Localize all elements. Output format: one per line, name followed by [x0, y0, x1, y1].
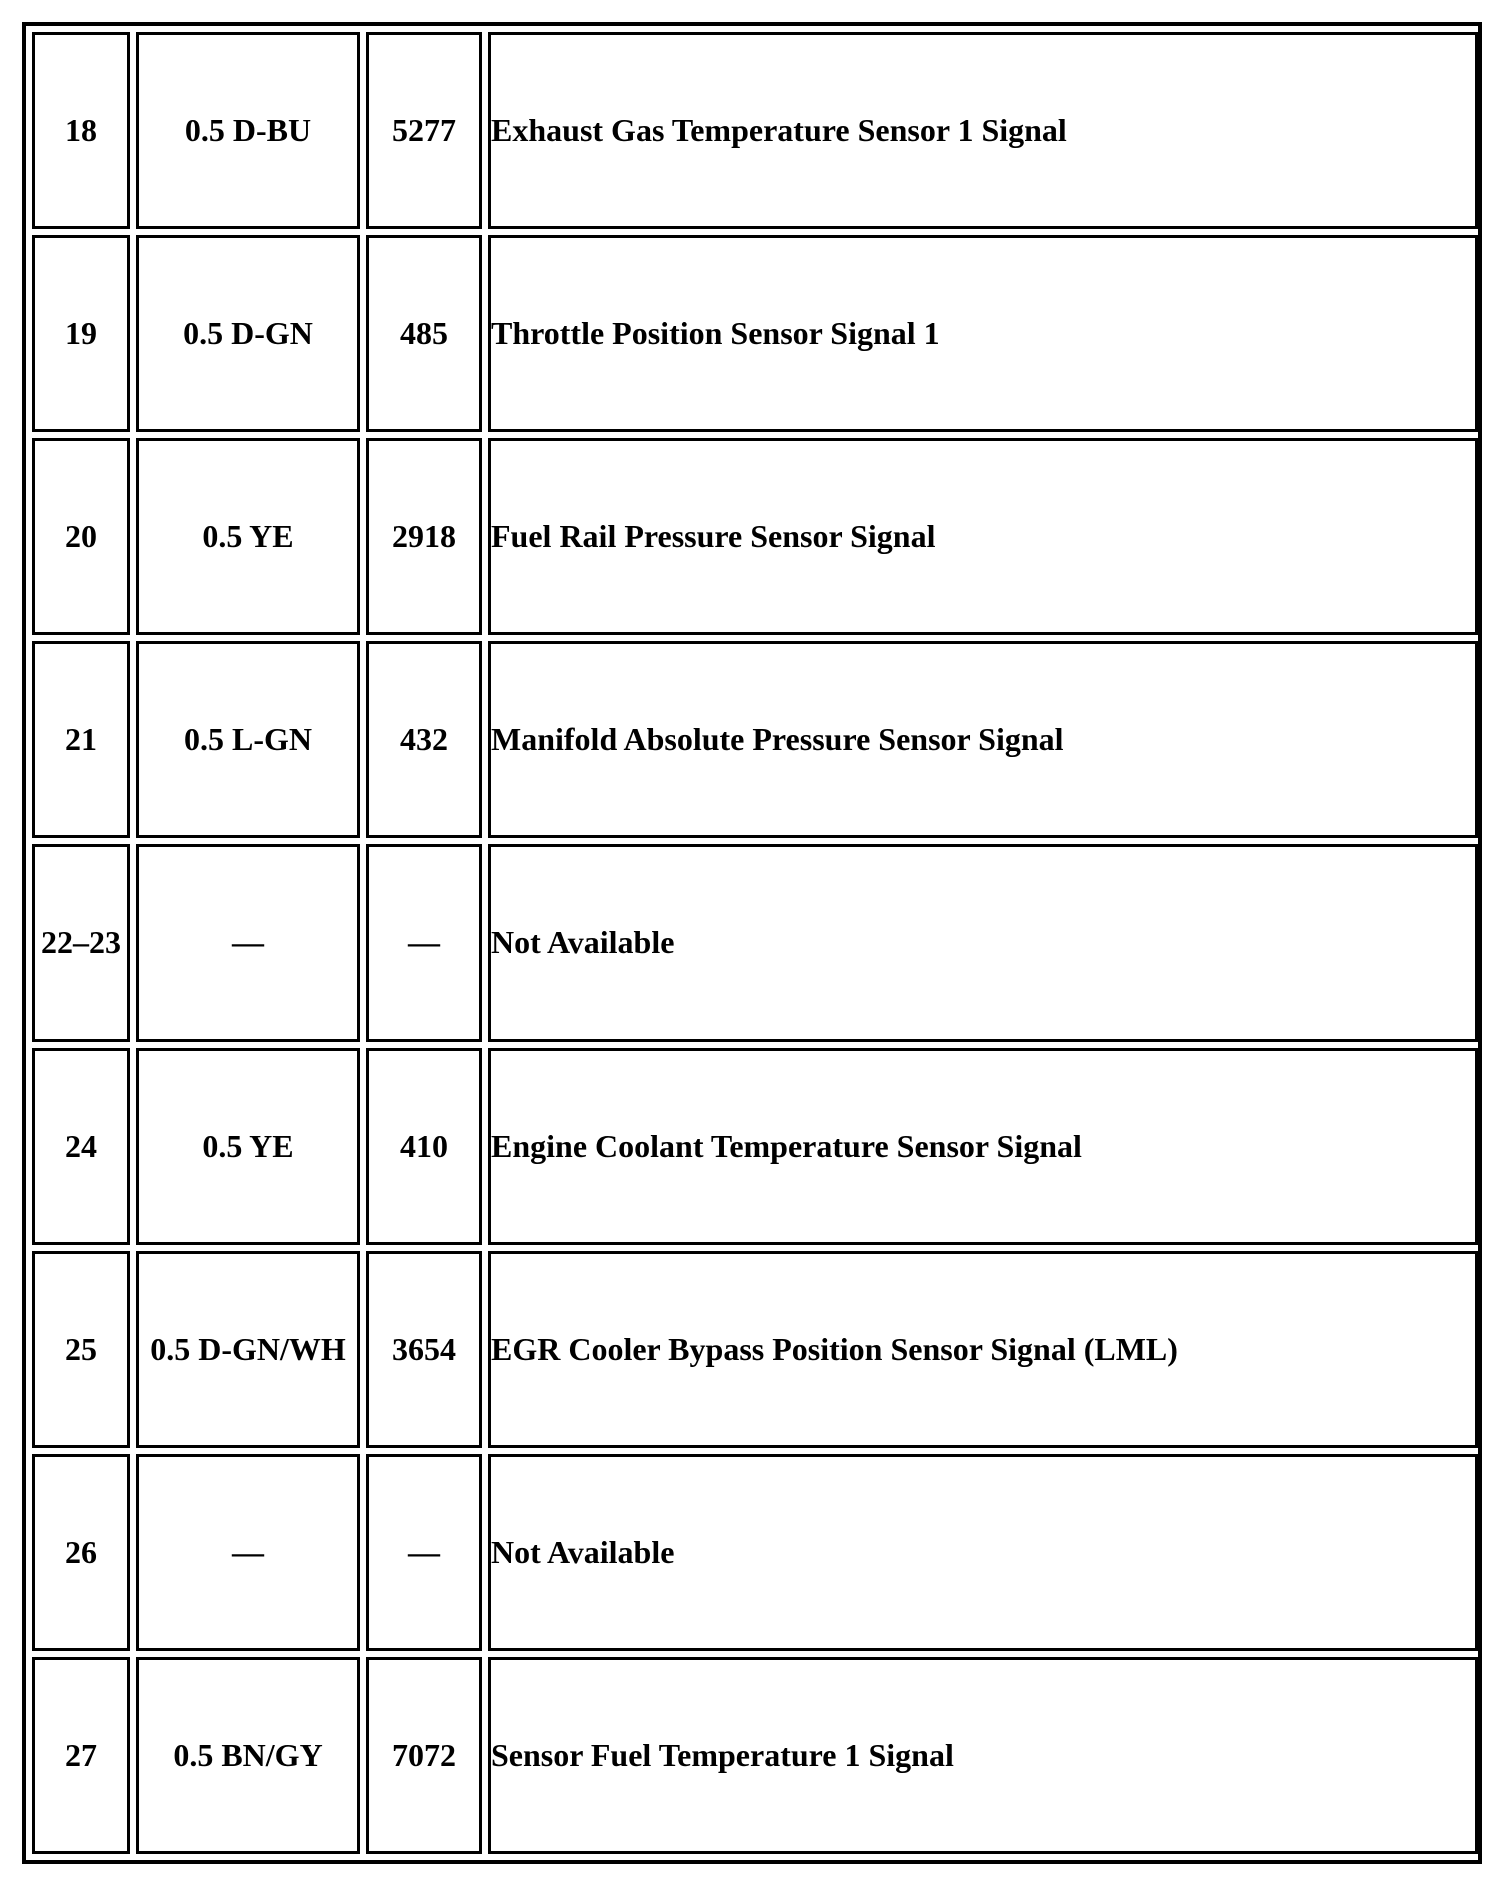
function-cell: Not Available [488, 1454, 1478, 1651]
wire-size-color-cell: 0.5 D-GN [136, 235, 360, 432]
function-cell: Sensor Fuel Temperature 1 Signal [488, 1657, 1478, 1854]
wire-size-color-cell: 0.5 D-GN/WH [136, 1251, 360, 1448]
circuit-number-cell: 432 [366, 641, 482, 838]
wire-size-color-cell: 0.5 L-GN [136, 641, 360, 838]
wire-size-color-cell: 0.5 D-BU [136, 32, 360, 229]
table-row [32, 235, 1478, 432]
function-cell: Fuel Rail Pressure Sensor Signal [488, 438, 1478, 635]
pin-number-cell: 24 [32, 1048, 130, 1245]
connector-pinout-table [26, 26, 1484, 1860]
pin-number-cell: 25 [32, 1251, 130, 1448]
function-cell: Not Available [488, 844, 1478, 1041]
table-row [32, 438, 1478, 635]
circuit-number-cell: 3654 [366, 1251, 482, 1448]
pin-number-cell: 26 [32, 1454, 130, 1651]
table-row [32, 1251, 1478, 1448]
function-cell: Engine Coolant Temperature Sensor Signal [488, 1048, 1478, 1245]
wire-size-color-cell: 0.5 YE [136, 1048, 360, 1245]
table-row [32, 1454, 1478, 1651]
wire-size-color-cell: 0.5 YE [136, 438, 360, 635]
wire-size-color-cell: 0.5 BN/GY [136, 1657, 360, 1854]
table-row [32, 1048, 1478, 1245]
pin-number-cell: 20 [32, 438, 130, 635]
table-row [32, 1657, 1478, 1854]
table-row [32, 844, 1478, 1041]
pin-number-cell: 21 [32, 641, 130, 838]
wire-size-color-cell: — [136, 1454, 360, 1651]
table-row [32, 641, 1478, 838]
pin-number-cell: 18 [32, 32, 130, 229]
circuit-number-cell: 410 [366, 1048, 482, 1245]
circuit-number-cell: 2918 [366, 438, 482, 635]
function-cell: EGR Cooler Bypass Position Sensor Signal (LML) [488, 1251, 1478, 1448]
wire-size-color-cell: — [136, 844, 360, 1041]
pin-number-cell: 22–23 [32, 844, 130, 1041]
connector-pinout-table-frame [22, 22, 1482, 1864]
function-cell: Manifold Absolute Pressure Sensor Signal [488, 641, 1478, 838]
pin-number-cell: 19 [32, 235, 130, 432]
pin-number-cell: 27 [32, 1657, 130, 1854]
circuit-number-cell: 5277 [366, 32, 482, 229]
table-row [32, 32, 1478, 229]
circuit-number-cell: — [366, 1454, 482, 1651]
circuit-number-cell: 485 [366, 235, 482, 432]
function-cell: Exhaust Gas Temperature Sensor 1 Signal [488, 32, 1478, 229]
circuit-number-cell: — [366, 844, 482, 1041]
function-cell: Throttle Position Sensor Signal 1 [488, 235, 1478, 432]
circuit-number-cell: 7072 [366, 1657, 482, 1854]
